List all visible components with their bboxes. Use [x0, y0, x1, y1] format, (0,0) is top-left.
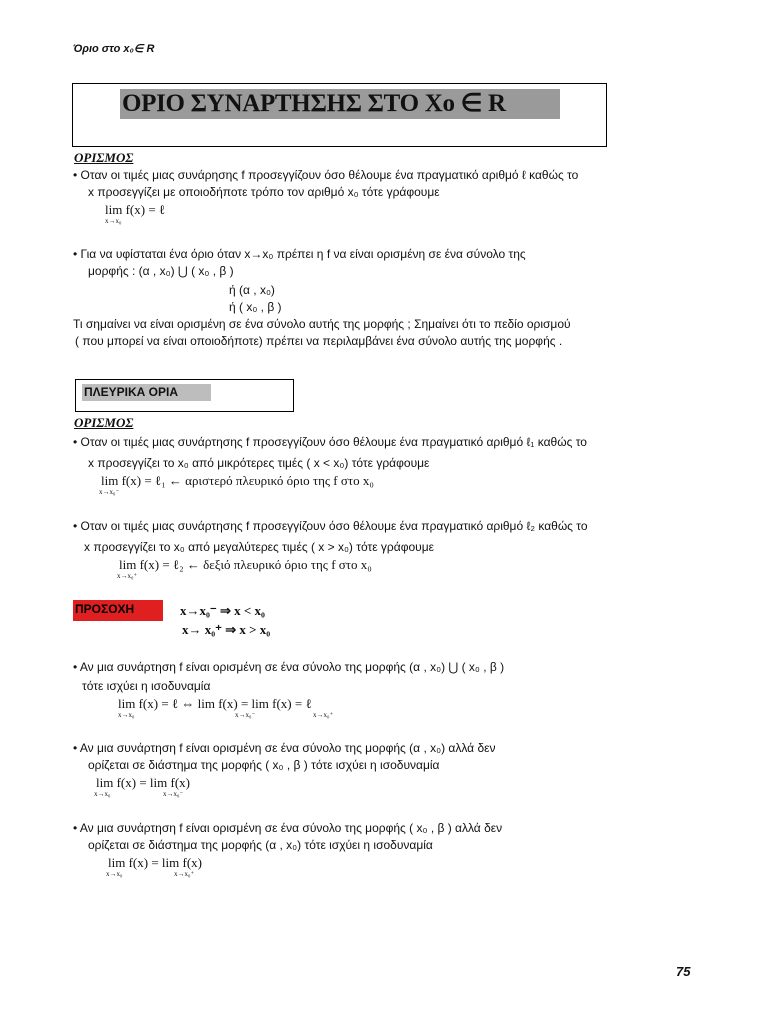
rule-1-line-1: • Αν μια συνάρτηση f είναι ορισμένη σε ένα σύνολο της μορφής (α , x₀) ⋃ ( x₀ , β )	[73, 660, 505, 674]
left-limit-line-1: • Οταν οι τιμές μιας συνάρτησης f προσεγγίζουν όσο θέλουμε ένα πραγματικό αριθμό ℓ₁ καθώς το	[73, 435, 587, 449]
rule-2-formula-sub-a: x→x₀	[94, 790, 111, 798]
rule-2-line-2: ορίζεται σε διάστημα της μορφής ( x₀ , β ) τότε ισχύει η ισοδυναμία	[88, 758, 440, 772]
right-limit-line-1: • Οταν οι τιμές μιας συνάρτησης f προσεγγίζουν όσο θέλουμε ένα πραγματικό αριθμό ℓ₂ καθώς το	[73, 519, 588, 533]
rule-3-formula: lim f(x) = lim f(x)	[108, 855, 202, 870]
left-limit-formula: lim f(x) = ℓ₁ ← αριστερό πλευρικό όριο της f στο x₀	[101, 473, 374, 488]
rule-2-formula-sub-b: x→x₀⁻	[163, 790, 184, 798]
warning-line-1: x→x₀⁻ ⇒ x < x₀	[180, 603, 265, 618]
rule-3-formula-sub-b: x→x₀⁺	[174, 870, 195, 878]
existence-line-2: μορφής : (α , x₀) ⋃ ( x₀ , β )	[88, 264, 234, 278]
meaning-line-2: ( που μπορεί να είναι οποιοδήποτε) πρέπει να περιλαμβάνει ένα σύνολο αυτής της μορφής .	[75, 334, 563, 348]
rule-1-line-2: τότε ισχύει η ισοδυναμία	[82, 679, 211, 693]
rule-1-formula-sub-b: x→x₀⁻	[235, 711, 256, 719]
warning-line-2: x→ x₀⁺ ⇒ x > x₀	[182, 622, 271, 637]
existence-line-3: ή (α , x₀)	[229, 283, 275, 297]
rule-3-formula-sub-a: x→x₀	[106, 870, 123, 878]
definition-1-line-1: • Οταν οι τιμές μιας συνάρησης f προσεγγίζουν όσο θέλουμε ένα πραγματικό αριθμό ℓ καθώς το	[73, 168, 579, 182]
rule-2-formula: lim f(x) = lim f(x)	[96, 775, 190, 790]
right-limit-line-2: x προσεγγίζει το x₀ από μεγαλύτερες τιμές ( x > x₀) τότε γράφουμε	[84, 540, 434, 554]
existence-line-4: ή ( x₀ , β )	[229, 300, 282, 314]
meaning-line-1: Τι σημαίνει να είναι ορισμένη σε ένα σύνολο αυτής της μορφής ; Σημαίνει ότι το πεδίο ορισμού	[73, 317, 571, 331]
limit-formula-1-sub: x→x₀	[105, 217, 122, 225]
warning-label: ΠΡΟΣΟΧΗ	[75, 602, 135, 616]
right-limit-formula-sub: x→x₀⁺	[117, 572, 138, 580]
rule-3-line-2: ορίζεται σε διάστημα της μορφής (α , x₀) τότε ισχύει η ισοδυναμία	[88, 838, 433, 852]
section-title-side-limits: ΠΛΕΥΡΙΚΑ ΟΡΙΑ	[84, 385, 179, 399]
rule-1-formula: lim f(x) = ℓ ⇔ lim f(x) = lim f(x) = ℓ	[118, 696, 312, 711]
existence-line-1: • Για να υφίσταται ένα όριο όταν x→x₀ πρέπει η f να είναι ορισμένη σε ένα σύνολο της	[73, 247, 526, 261]
definition-heading-2: ΟΡΙΣΜΟΣ	[74, 415, 134, 430]
running-header: Όριο στο x₀∈ R	[73, 43, 155, 55]
rule-1-formula-sub-c: x→x₀⁺	[313, 711, 334, 719]
page-number: 75	[676, 964, 691, 979]
right-limit-formula: lim f(x) = ℓ₂ ← δεξιό πλευρικό όριο της f στο x₀	[119, 557, 372, 572]
left-limit-formula-sub: x→x₀⁻	[99, 488, 120, 496]
left-limit-line-2: x προσεγγίζει το x₀ από μικρότερες τιμές ( x < x₀) τότε γράφουμε	[88, 456, 430, 470]
rule-3-line-1: • Αν μια συνάρτηση f είναι ορισμένη σε ένα σύνολο της μορφής ( x₀ , β ) αλλά δεν	[73, 821, 503, 835]
definition-1-line-2: x προσεγγίζει με οποιοδήποτε τρόπο τον αριθμό x₀ τότε γράφουμε	[88, 185, 440, 199]
definition-heading-1: ΟΡΙΣΜΟΣ	[74, 150, 134, 165]
rule-1-formula-sub-a: x→x₀	[118, 711, 135, 719]
limit-formula-1: lim f(x) = ℓ	[105, 202, 166, 217]
rule-2-line-1: • Αν μια συνάρτηση f είναι ορισμένη σε ένα σύνολο της μορφής (α , x₀) αλλά δεν	[73, 741, 496, 755]
page-title: ΟΡΙΟ ΣΥΝΑΡΤΗΣΗΣ ΣΤΟ Χο ∈ R	[122, 90, 506, 117]
